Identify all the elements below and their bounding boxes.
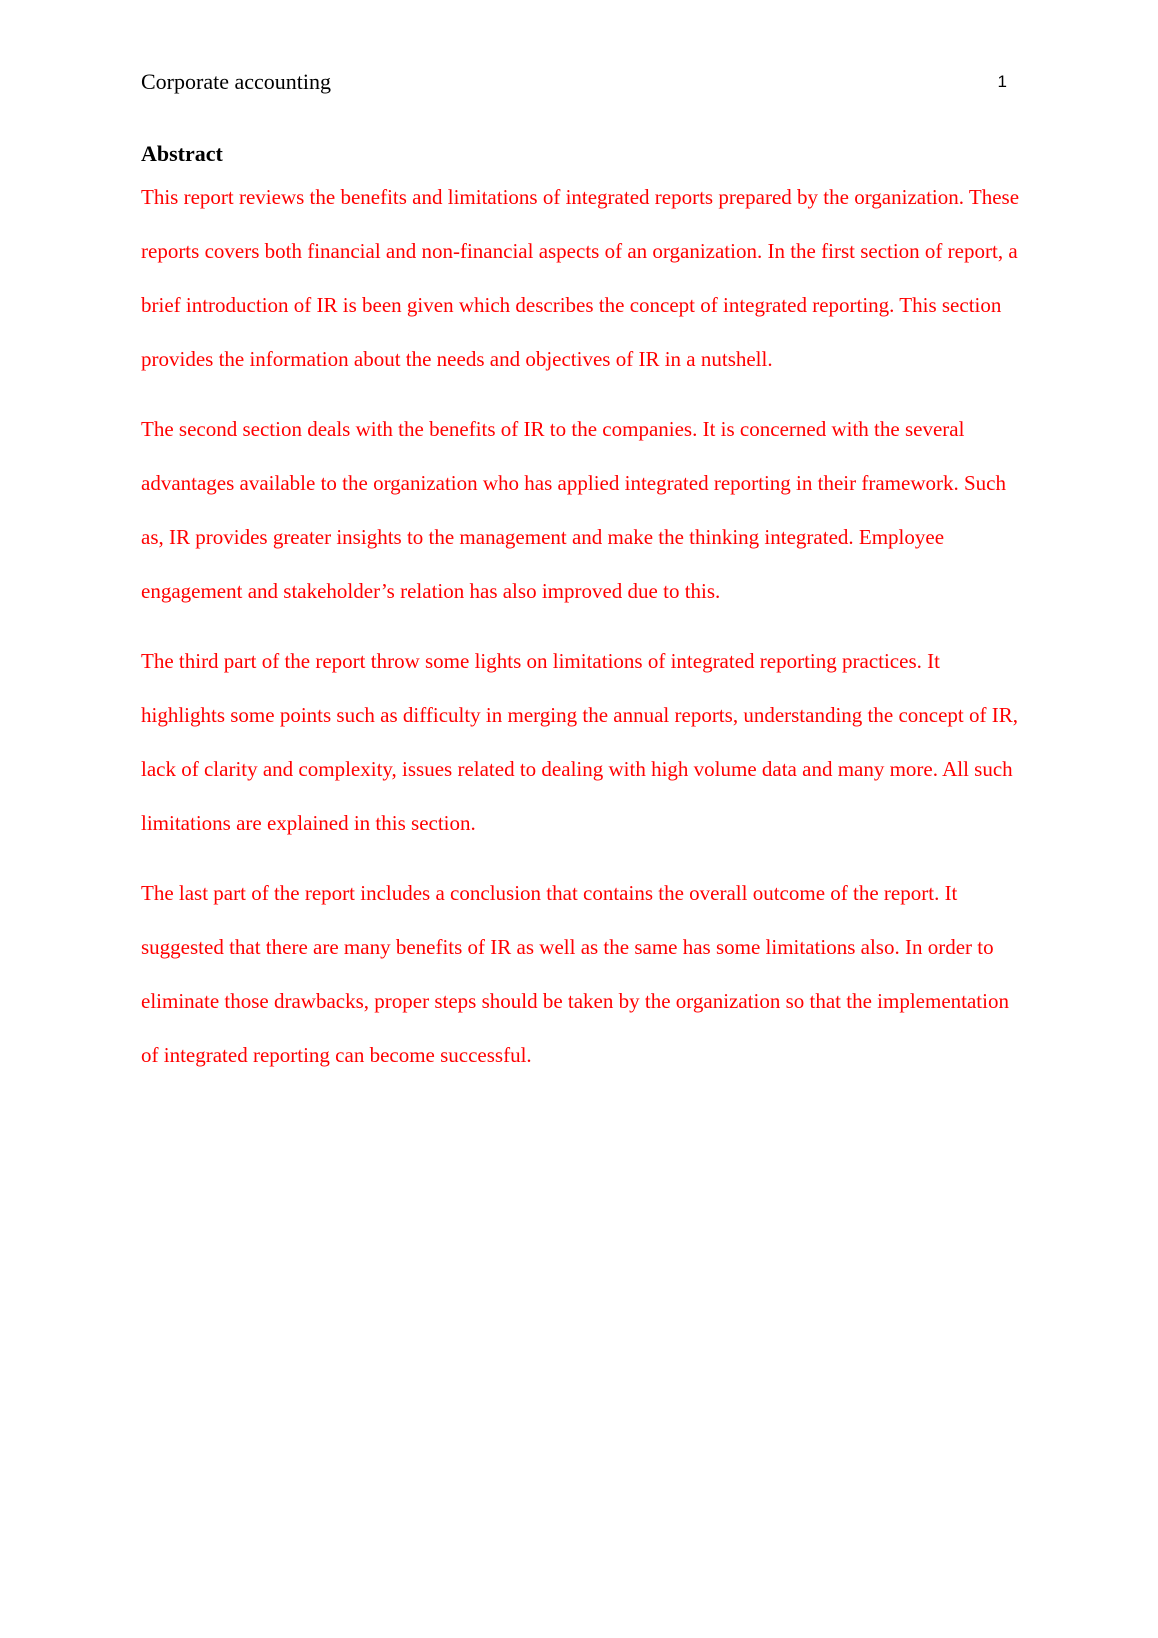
header-title: Corporate accounting <box>141 69 331 94</box>
page-number: 1 <box>997 72 1007 91</box>
abstract-paragraph-4: The last part of the report includes a conclusion that contains the overall outcome of the report. It suggested that there are many benefits of IR as well as the same has some limitations also. In order to eliminate those drawbacks, proper steps should be taken by the organization so that the implementation of integrated reporting can become successful. <box>141 881 1009 1067</box>
abstract-paragraph-1: This report reviews the benefits and limitations of integrated reports prepared by the organization. These reports covers both financial and non-financial aspects of an organization. In the first section of report, a brief introduction of IR is been given which describes the concept of integrated reporting. This section provides the information about the needs and objectives of IR in a nutshell. <box>141 185 1020 371</box>
abstract-heading: Abstract <box>141 141 223 166</box>
abstract-section <box>141 138 1021 1098</box>
abstract-paragraph-3: The third part of the report throw some lights on limitations of integrated reporting practices. It highlights some points such as difficulty in merging the annual reports, understanding the concept of IR, lack of clarity and complexity, issues related to dealing with high volume data and many more. All such limitations are explained in this section. <box>141 649 1018 835</box>
running-header <box>141 66 1007 98</box>
abstract-paragraph-2: The second section deals with the benefits of IR to the companies. It is concerned with the several advantages available to the organization who has applied integrated reporting in their framework. Such as, IR provides greater insights to the management and make the thinking integrated. Employee engagement and stakeholder’s relation has also improved due to this. <box>141 417 1006 603</box>
